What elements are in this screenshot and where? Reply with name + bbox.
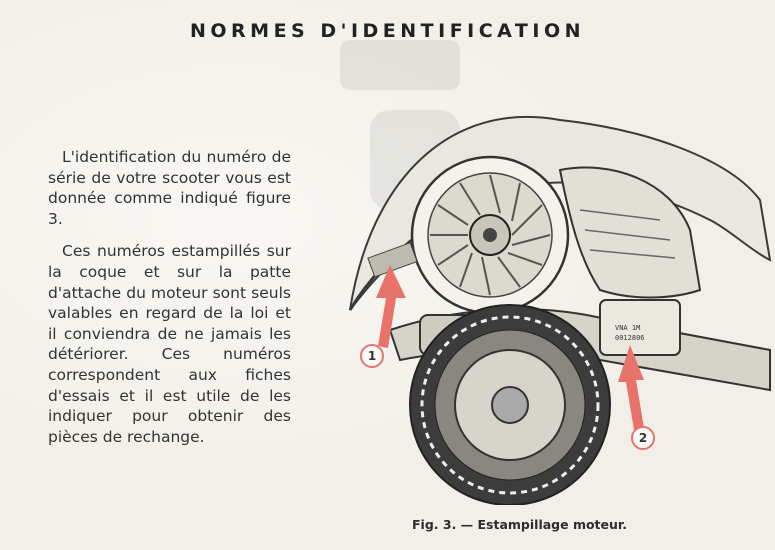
body-text: [48, 147, 291, 447]
svg-text:0012806: 0012806: [615, 334, 645, 342]
figure-caption: Fig. 3. — Estampillage moteur.: [412, 517, 628, 532]
rear-wheel: [410, 305, 610, 505]
callout-label-2: 2: [638, 431, 648, 445]
paragraph-identification: L'identification du numéro de série de votre scooter vous est donnée comme indiqué figure 3.: [48, 148, 291, 228]
callout-label-1: 1: [367, 349, 377, 363]
callout-1: [361, 345, 383, 367]
scooter-engine-illustration: [330, 30, 775, 505]
paragraph-stamped-numbers: Ces numéros estampillés sur la coque et sur la patte d'attache du moteur sont seuls valables en regard de la loi et il conviendra de ne jamais les détériorer. Ces numéros correspondent aux fiches d'essais et il est utile de les indiquer pour obtenir des pièces de rechange.: [48, 242, 291, 446]
page-title: NORMES D'IDENTIFICATION: [189, 20, 585, 42]
callout-2: [632, 427, 654, 449]
flywheel-fan: [412, 157, 568, 313]
svg-text:VNA 1M: VNA 1M: [615, 324, 641, 332]
